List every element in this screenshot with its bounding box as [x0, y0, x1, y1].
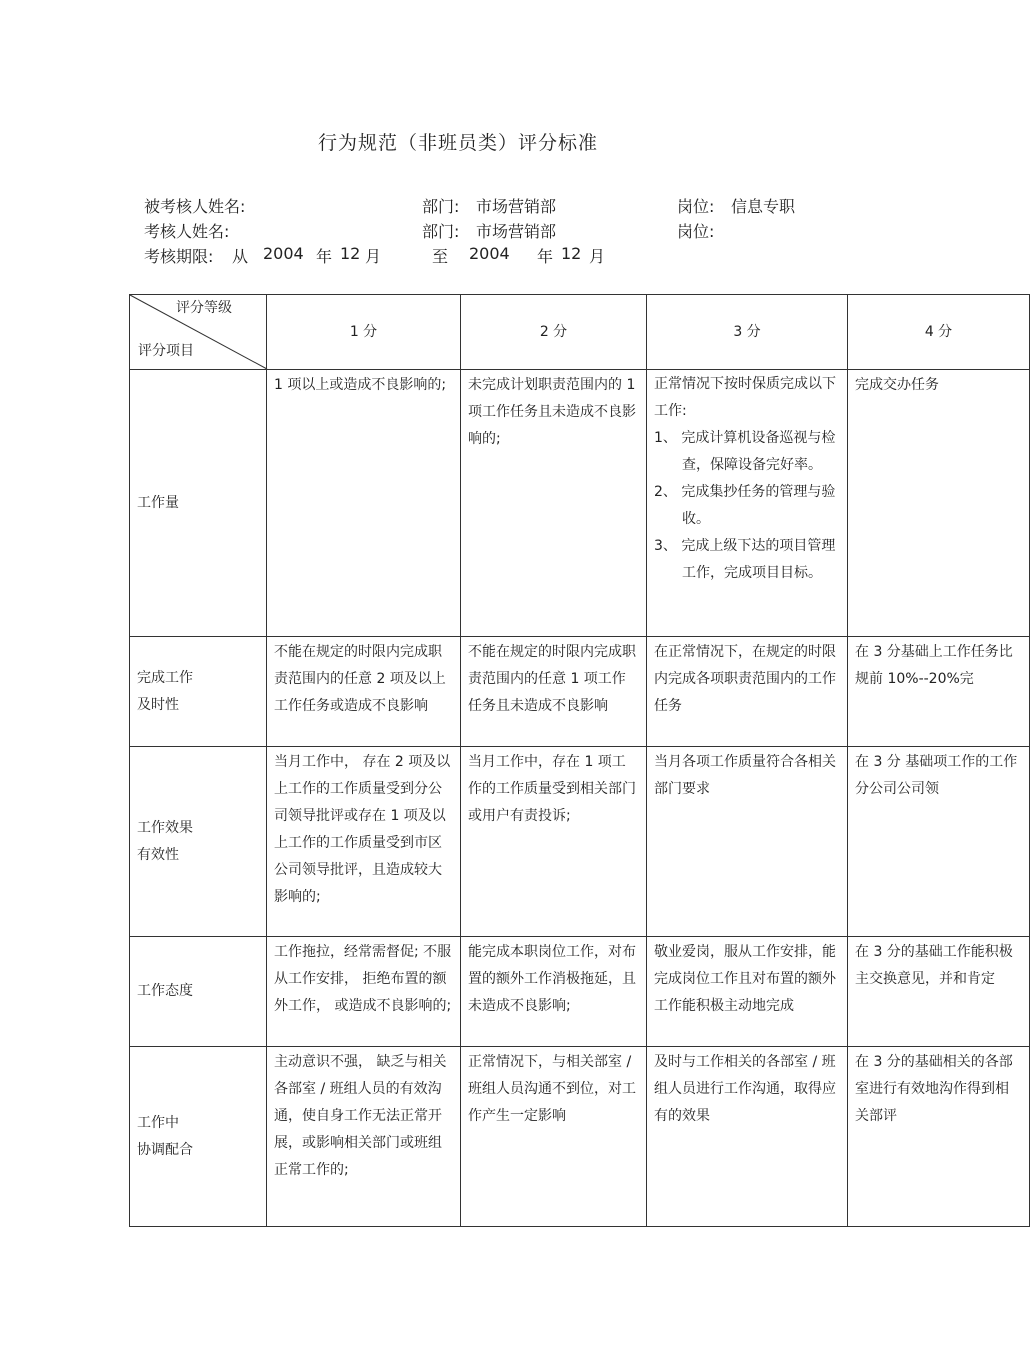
header-item-label: 评分项目 [138, 343, 194, 359]
table-header-row [130, 295, 1030, 370]
table-row [130, 747, 1030, 937]
table-row [130, 1047, 1030, 1227]
period-from-year: 2004 [263, 244, 304, 263]
row-item-label: 工作中 协调配合 [130, 1047, 267, 1227]
post-label: 岗位: [677, 222, 715, 241]
row-item-label: 工作态度 [130, 937, 267, 1047]
period-to-year-unit: 年 [537, 247, 554, 266]
period-from: 从 [232, 247, 249, 266]
grade-header-4: 4 分 [848, 295, 1030, 370]
row-item-label: 工作量 [130, 370, 267, 637]
score-2-cell: 不能在规定的时限内完成职责范围内的任意 1 项工作任务且未造成不良影响 [461, 637, 647, 747]
grade-header-2: 2 分 [461, 295, 647, 370]
post-label: 岗位: [677, 197, 715, 216]
score-1-cell: 主动意识不强， 缺乏与相关各部室 / 班组人员的有效沟通，使自身工作无法正常开展，或影响相关部门或班组正常工作的; [267, 1047, 461, 1227]
table-row [130, 637, 1030, 747]
score-2-cell: 未完成计划职责范围内的 1 项工作任务且未造成不良影响的; [461, 370, 647, 637]
period-to-month-unit: 月 [589, 247, 606, 266]
dept-value: 市场营销部 [476, 197, 557, 216]
score-4-cell: 完成交办任务 [848, 370, 1030, 637]
grade-header-1: 1 分 [267, 295, 461, 370]
period-from-year-unit: 年 [316, 247, 333, 266]
list-item: 1、 完成计算机设备巡视与检查，保障设备完好率。 [654, 430, 836, 473]
period-to: 至 [432, 247, 449, 266]
score-4-cell: 在 3 分基础上工作任务比规前 10%--20%完 [848, 637, 1030, 747]
diagonal-header-cell [130, 295, 267, 370]
period-from-month-unit: 月 [365, 247, 382, 266]
score-3-cell: 敬业爱岗，服从工作安排，能完成岗位工作且对布置的额外工作能积极主动地完成 [647, 937, 848, 1047]
list-item: 2、 完成集抄任务的管理与验收。 [654, 484, 836, 527]
score-2-cell: 当月工作中，存在 1 项工作的工作质量受到相关部门或用户有责投诉; [461, 747, 647, 937]
score-2-cell: 能完成本职岗位工作，对布置的额外工作消极拖延，且未造成不良影响; [461, 937, 647, 1047]
table-row [130, 370, 1030, 637]
period-to-month: 12 [561, 244, 582, 263]
score-4-cell: 在 3 分的基础工作能积极主交换意见，并和肯定 [848, 937, 1030, 1047]
list-item: 3、 完成上级下达的项目管理工作，完成项目目标。 [654, 538, 836, 581]
score-1-cell: 当月工作中， 存在 2 项及以上工作的工作质量受到分公司领导批评或存在 1 项及以上工作的工作质量受到市区公司领导批评，且造成较大影响的; [267, 747, 461, 937]
dept-label: 部门: [422, 197, 460, 216]
scoring-table [129, 294, 1018, 1226]
score-3-cell: 当月各项工作质量符合各相关部门要求 [647, 747, 848, 937]
page-title: 行为规范（非班员类）评分标准 [318, 132, 599, 154]
period-label: 考核期限: [144, 247, 214, 266]
score-3-cell: 在正常情况下，在规定的时限内完成各项职责范围内的工作任务 [647, 637, 848, 747]
score-3-cell: 及时与工作相关的各部室 / 班组人员进行工作沟通，取得应有的效果 [647, 1047, 848, 1227]
period-to-year: 2004 [469, 244, 510, 263]
examiner-label: 考核人姓名: [144, 222, 230, 241]
score-2-cell: 正常情况下，与相关部室 / 班组人员沟通不到位，对工作产生一定影响 [461, 1047, 647, 1227]
score-3-cell: 正常情况下按时保质完成以下工作: 1、 完成计算机设备巡视与检查，保障设备完好率。 2、 完成集抄任务的管理与验收。 3、 完成上级下达的项目管理工作，完成项目目标。 [647, 370, 848, 637]
dept-value: 市场营销部 [476, 222, 557, 241]
score-1-cell: 不能在规定的时限内完成职责范围内的任意 2 项及以上工作任务或造成不良影响 [267, 637, 461, 747]
period-from-month: 12 [340, 244, 361, 263]
header-grade-label: 评分等级 [176, 300, 232, 316]
post-value: 信息专职 [731, 197, 796, 216]
score-1-cell: 工作拖拉，经常需督促; 不服从工作安排， 拒绝布置的额外工作， 或造成不良影响的; [267, 937, 461, 1047]
score-4-cell: 在 3 分 基础项工作的工作分公司公司领 [848, 747, 1030, 937]
table-row [130, 937, 1030, 1047]
grade-header-3: 3 分 [647, 295, 848, 370]
dept-label: 部门: [422, 222, 460, 241]
row-item-label: 工作效果 有效性 [130, 747, 267, 937]
score-4-cell: 在 3 分的基础相关的各部室进行有效地沟作得到相关部评 [848, 1047, 1030, 1227]
row-item-label: 完成工作 及时性 [130, 637, 267, 747]
examinee-label: 被考核人姓名: [144, 197, 246, 216]
score-1-cell: 1 项以上或造成不良影响的; [267, 370, 461, 637]
